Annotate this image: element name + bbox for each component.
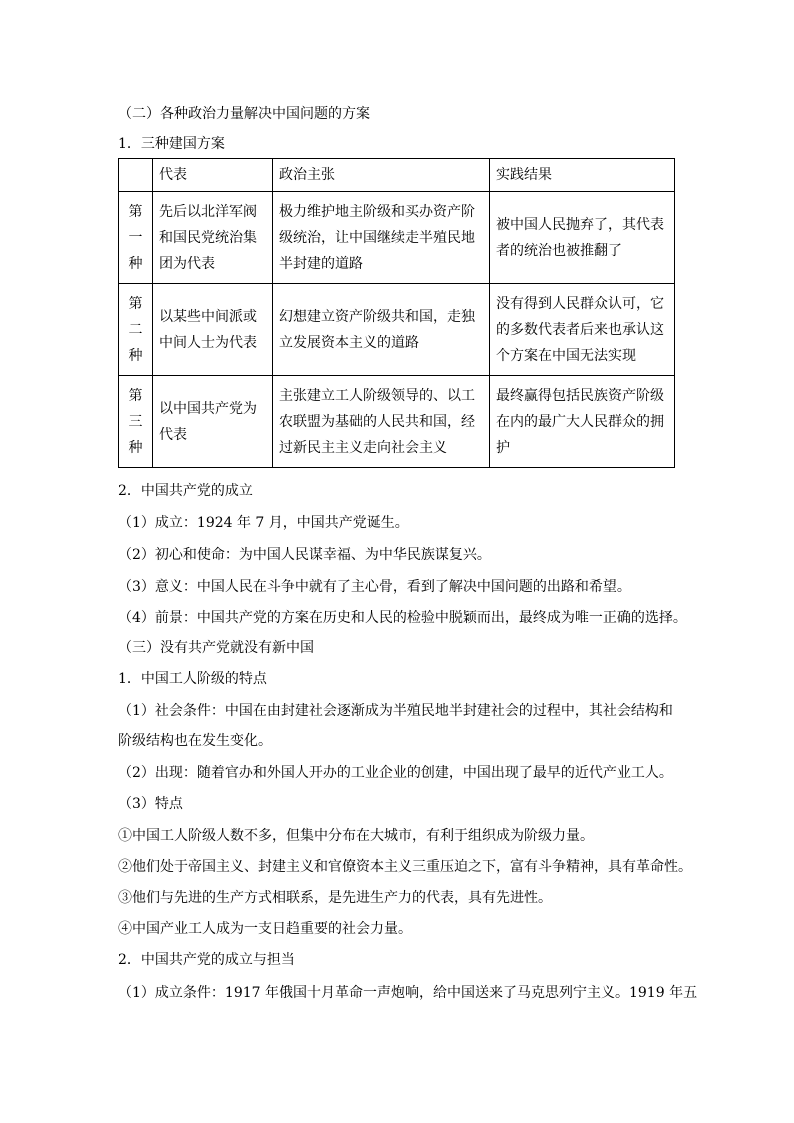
paragraph: （4）前景：中国共产党的方案在历史和人民的检验中脱颖而出，最终成为唯一正确的选择。	[118, 610, 687, 626]
row-ordinal: 第 二 种	[119, 284, 153, 376]
paragraph: （2）初心和使命：为中国人民谋幸福、为中华民族谋复兴。	[118, 547, 491, 563]
table-row	[119, 376, 675, 468]
result-cell: 最终赢得包括民族资产阶级在内的最广大人民群众的拥护	[490, 376, 675, 468]
list-item: ③他们与先进的生产方式相联系，是先进生产力的代表，具有先进性。	[118, 890, 552, 906]
result-cell: 被中国人民抛弃了，其代表者的统治也被推翻了	[490, 192, 675, 284]
subheading: 2．中国共产党的成立与担当	[118, 952, 295, 968]
section-heading: （二）各种政治力量解决中国问题的方案	[118, 106, 370, 122]
paragraph: （3）意义：中国人民在斗争中就有了主心骨，看到了解决中国问题的出路和希望。	[118, 579, 631, 595]
table-header-cell	[119, 159, 153, 192]
subheading: 2．中国共产党的成立	[118, 483, 253, 499]
paragraph: （3）特点	[118, 796, 183, 812]
representative-cell: 以中国共产党为代表	[153, 376, 273, 468]
subheading: 1．中国工人阶级的特点	[118, 671, 267, 687]
result-cell: 没有得到人民群众认可，它的多数代表者后来也承认这个方案在中国无法实现	[490, 284, 675, 376]
claim-cell: 主张建立工人阶级领导的、以工农联盟为基础的人民共和国，经过新民主主义走向社会主义	[273, 376, 490, 468]
list-item: ①中国工人阶级人数不多，但集中分布在大城市，有利于组织成为阶级力量。	[118, 828, 594, 844]
paragraph: （1）成立条件：1917 年俄国十月革命一声炮响，给中国送来了马克思列宁主义。1919 年五	[118, 985, 698, 1001]
paragraph: （1）成立：1924 年 7 月，中国共产党诞生。	[118, 515, 409, 531]
paragraph: 阶级结构也在发生变化。	[118, 733, 272, 749]
paragraph: （2）出现：随着官办和外国人开办的工业企业的创建，中国出现了最早的近代产业工人。	[118, 765, 673, 781]
row-ordinal: 第 三 种	[119, 376, 153, 468]
representative-cell: 以某些中间派或中间人士为代表	[153, 284, 273, 376]
list-item: ②他们处于帝国主义、封建主义和官僚资本主义三重压迫之下，富有斗争精神，具有革命性。	[118, 859, 692, 875]
table-header-cell: 实践结果	[490, 159, 675, 192]
row-ordinal: 第 一 种	[119, 192, 153, 284]
table-header-cell: 政治主张	[273, 159, 490, 192]
section-heading: （三）没有共产党就没有新中国	[118, 640, 314, 656]
claim-cell: 极力维护地主阶级和买办资产阶级统治，让中国继续走半殖民地半封建的道路	[273, 192, 490, 284]
representative-cell: 先后以北洋军阀和国民党统治集团为代表	[153, 192, 273, 284]
table-row	[119, 192, 675, 284]
plans-table	[118, 158, 675, 468]
subheading: 1．三种建国方案	[118, 136, 225, 152]
table-row	[119, 284, 675, 376]
table-header-cell: 代表	[153, 159, 273, 192]
claim-cell: 幻想建立资产阶级共和国，走独立发展资本主义的道路	[273, 284, 490, 376]
table-header-row	[119, 159, 675, 192]
paragraph: （1）社会条件：中国在由封建社会逐渐成为半殖民地半封建社会的过程中，其社会结构和	[118, 703, 673, 719]
list-item: ④中国产业工人成为一支日趋重要的社会力量。	[118, 921, 412, 937]
